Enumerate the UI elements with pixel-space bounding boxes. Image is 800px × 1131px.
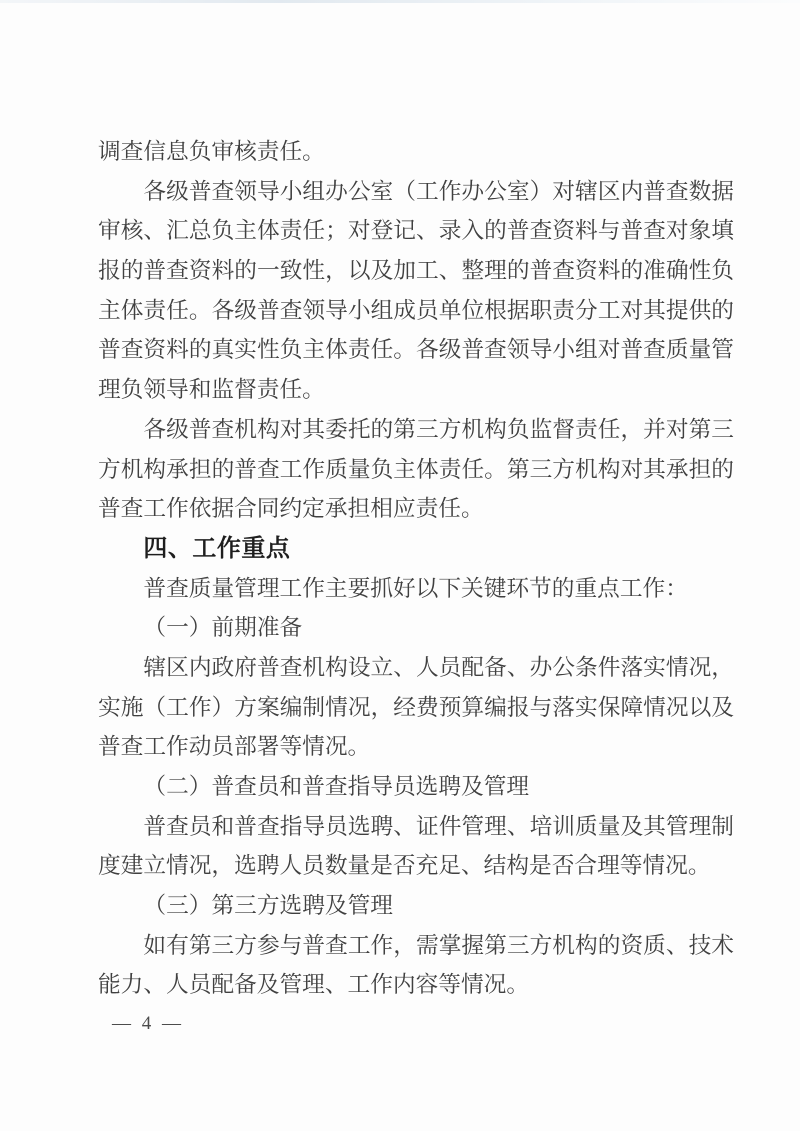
text-line: 实施（工作）方案编制情况，经费预算编报与落实保障情况以及: [98, 694, 734, 720]
text-line: 四、工作重点: [143, 534, 291, 562]
text-line: 调查信息负审核责任。: [98, 139, 325, 164]
page-number: — 4 —: [112, 1013, 184, 1034]
text-line: 普查工作动员部署等情况。: [98, 734, 371, 760]
text-line: 主体责任。各级普查领导小组成员单位根据职责分工对其提供的: [98, 297, 734, 323]
text-line: 各级普查领导小组办公室（工作办公室）对辖区内普查数据: [143, 178, 734, 204]
text-line: 如有第三方参与普查工作，需掌握第三方机构的资质、技术: [143, 932, 734, 958]
text-line: （二）普查员和普查指导员选聘及管理: [143, 774, 530, 799]
text-line: 辖区内政府普查机构设立、人员配备、办公条件落实情况，: [143, 654, 734, 680]
text-line: （一）前期准备: [143, 615, 303, 641]
text-line: 普查工作依据合同约定承担相应责任。: [98, 496, 484, 522]
text-line: 审核、汇总负主体责任；对登记、录入的普查资料与普查对象填: [98, 218, 734, 244]
text-line: 理负领导和监督责任。: [98, 377, 325, 403]
text-line: 各级普查机构对其委托的第三方机构负监督责任，并对第三: [143, 416, 734, 442]
text-line: 能力、人员配备及管理、工作内容等情况。: [98, 972, 530, 998]
text-line: 普查质量管理工作主要抓好以下关键环节的重点工作：: [143, 575, 688, 601]
text-line: 报的普查资料的一致性，以及加工、整理的普查资料的准确性负: [98, 258, 734, 284]
text-line: （三）第三方选聘及管理: [143, 893, 393, 919]
text-line: 普查员和普查指导员选聘、证件管理、培训质量及其管理制: [143, 813, 734, 839]
text-line: 度建立情况，选聘人员数量是否充足、结构是否合理等情况。: [98, 853, 711, 879]
text-line: 方机构承担的普查工作质量负主体责任。第三方机构对其承担的: [98, 456, 734, 482]
page-footer: [112, 1013, 184, 1035]
document-body: [98, 132, 734, 1005]
scan-edge-artifact: [0, 0, 800, 3]
text-line: 普查资料的真实性负主体责任。各级普查领导小组对普查质量管: [98, 337, 734, 363]
